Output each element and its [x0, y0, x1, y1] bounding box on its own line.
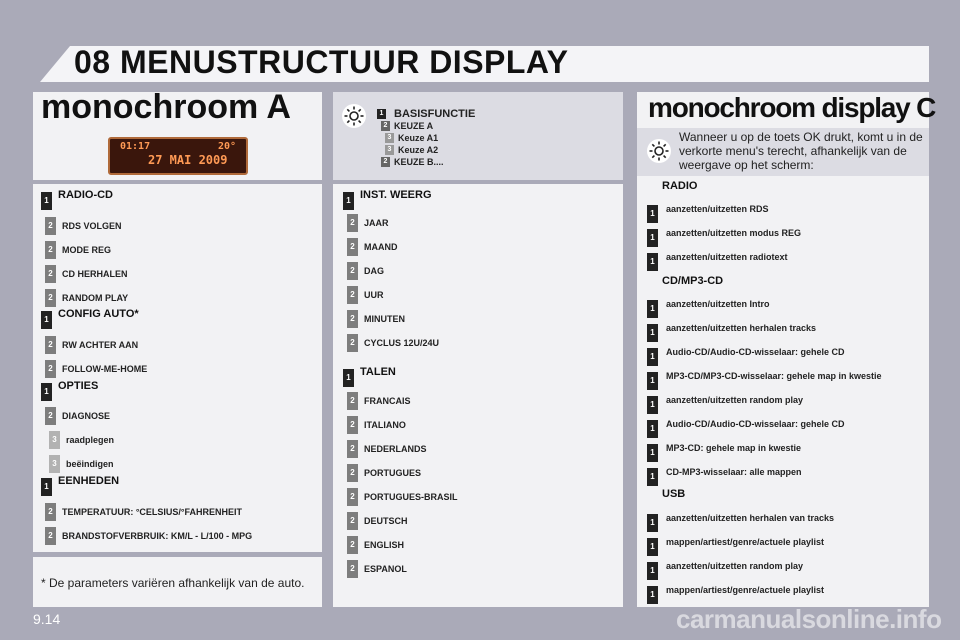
lcd-time: 01:17 — [120, 141, 151, 152]
menu-item-label: raadplegen — [66, 435, 115, 445]
level-badge: 1 — [343, 192, 354, 210]
lcd-temp: 20° — [218, 141, 237, 152]
level-badge: 2 — [347, 286, 358, 304]
level-badge: 2 — [347, 560, 358, 578]
level-badge: 2 — [45, 336, 56, 354]
level-badge: 2 — [347, 392, 358, 410]
menu-item — [347, 310, 405, 328]
menu-item — [647, 444, 801, 462]
menu-item-label: RW ACHTER AAN — [62, 340, 139, 350]
menu-item-label: MINUTEN — [364, 314, 405, 324]
legend-item-label: Keuze A1 — [398, 133, 439, 143]
menu-item — [647, 586, 824, 604]
page-title: 08 MENUSTRUCTUUR DISPLAY — [74, 44, 569, 80]
legend-item-label: BASISFUNCTIE — [394, 108, 476, 120]
menu-item — [347, 286, 384, 304]
menu-item-label: JAAR — [364, 218, 389, 228]
menu-item — [647, 396, 803, 414]
section-heading: USB — [662, 488, 686, 500]
menu-item — [647, 468, 802, 486]
level-badge: 1 — [647, 468, 658, 486]
level-badge: 1 — [647, 396, 658, 414]
level-badge: 1 — [647, 300, 658, 318]
menu-item — [647, 324, 816, 342]
menu-item-label: EENHEDEN — [58, 475, 120, 487]
level-badge: 3 — [49, 431, 60, 449]
menu-item — [45, 336, 138, 354]
level-badge: 1 — [343, 369, 354, 387]
menu-item — [45, 503, 242, 521]
menu-item-label: aanzetten/uitzetten herhalen tracks — [666, 323, 817, 333]
level-badge: 1 — [41, 383, 52, 401]
menu-item-label: beëindigen — [66, 459, 114, 469]
watermark: carmanualsonline.info — [676, 604, 942, 634]
menu-item-label: INST. WEERG — [360, 189, 432, 201]
legend-item — [377, 108, 475, 120]
level-badge: 1 — [647, 253, 658, 271]
menu-item-label: aanzetten/uitzetten RDS — [666, 204, 769, 214]
menu-item — [41, 380, 99, 401]
menu-item — [45, 407, 110, 425]
menu-item — [343, 189, 432, 210]
menu-item — [347, 238, 398, 256]
menu-item — [647, 229, 801, 247]
level-badge: 2 — [45, 503, 56, 521]
level-badge: 2 — [45, 265, 56, 283]
legend-item — [385, 133, 438, 143]
menu-item-label: DIAGNOSE — [62, 411, 111, 421]
menu-item-label: PORTUGUES — [364, 468, 422, 478]
menu-item — [45, 217, 122, 235]
level-badge: 1 — [647, 229, 658, 247]
menu-item-label: Audio-CD/Audio-CD-wisselaar: gehele CD — [666, 347, 845, 357]
menu-item — [347, 488, 458, 506]
menu-item — [41, 308, 139, 329]
menu-item-label: FOLLOW-ME-HOME — [62, 364, 148, 374]
level-badge: 2 — [347, 488, 358, 506]
section-heading: CD/MP3-CD — [662, 275, 724, 287]
menu-item-label: BRANDSTOFVERBRUIK: KM/L - L/100 - MPG — [62, 531, 253, 541]
menu-item-label: ESPANOL — [364, 564, 407, 574]
legend-item — [381, 157, 444, 167]
level-badge: 2 — [347, 214, 358, 232]
menu-item-label: aanzetten/uitzetten random play — [666, 561, 804, 571]
menu-item — [45, 289, 128, 307]
menu-item-label: aanzetten/uitzetten modus REG — [666, 228, 802, 238]
level-badge: 2 — [381, 157, 390, 167]
right-title: monochroom display C — [648, 92, 936, 123]
level-badge: 1 — [647, 586, 658, 604]
level-badge: 2 — [347, 440, 358, 458]
menu-item — [347, 334, 439, 352]
menu-item — [45, 527, 252, 545]
level-badge: 2 — [347, 416, 358, 434]
level-badge: 2 — [45, 407, 56, 425]
menu-item — [49, 431, 114, 449]
lcd-date: 27 MAI 2009 — [148, 153, 228, 167]
legend-item-label: KEUZE A — [394, 121, 434, 131]
menu-item-label: PORTUGUES-BRASIL — [364, 492, 458, 502]
menu-item-label: NEDERLANDS — [364, 444, 427, 454]
level-badge: 2 — [347, 464, 358, 482]
menu-item-label: MAAND — [364, 242, 398, 252]
level-badge: 2 — [347, 334, 358, 352]
level-badge: 1 — [647, 372, 658, 390]
menu-item-label: ITALIANO — [364, 420, 406, 430]
legend-item — [385, 145, 438, 155]
menu-item — [647, 372, 882, 390]
level-badge: 2 — [45, 360, 56, 378]
menu-item — [347, 262, 384, 280]
menu-item — [347, 512, 408, 530]
right-intro: Wanneer u op de toets OK drukt, komt u in de verkorte menu's terecht, afhankelijk van de weergave op het scherm: — [679, 130, 923, 172]
menu-item — [41, 189, 113, 210]
menu-item — [647, 420, 845, 438]
menu-item — [647, 538, 824, 556]
menu-item — [45, 241, 111, 259]
level-badge: 1 — [647, 420, 658, 438]
level-badge: 1 — [41, 192, 52, 210]
page-number: 9.14 — [33, 611, 61, 627]
menu-item — [45, 265, 128, 283]
menu-item — [347, 416, 406, 434]
level-badge: 1 — [647, 514, 658, 532]
menu-item-label: mappen/artiest/genre/actuele playlist — [666, 537, 825, 547]
menu-item-label: DEUTSCH — [364, 516, 408, 526]
level-badge: 1 — [647, 538, 658, 556]
menu-item-label: RANDOM PLAY — [62, 293, 129, 303]
menu-item — [343, 366, 396, 387]
menu-item — [347, 214, 389, 232]
menu-item — [347, 560, 407, 578]
level-badge: 2 — [45, 527, 56, 545]
menu-item-label: UUR — [364, 290, 384, 300]
level-badge: 2 — [45, 217, 56, 235]
level-badge: 2 — [45, 241, 56, 259]
menu-item-label: CD HERHALEN — [62, 269, 128, 279]
menu-item — [347, 392, 411, 410]
footnote: * De parameters variëren afhankelijk van de auto. — [41, 576, 305, 590]
menu-item-label: aanzetten/uitzetten radiotext — [666, 252, 788, 262]
level-badge: 2 — [347, 238, 358, 256]
menu-item — [41, 475, 120, 496]
level-badge: 1 — [647, 205, 658, 223]
menu-item-label: CD-MP3-wisselaar: alle mappen — [666, 467, 802, 477]
level-badge: 1 — [647, 444, 658, 462]
menu-item-label: OPTIES — [58, 380, 99, 392]
menu-item — [49, 455, 114, 473]
legend-panel — [333, 92, 623, 180]
legend-item-label: Keuze A2 — [398, 145, 439, 155]
menu-item-label: MP3-CD: gehele map in kwestie — [666, 443, 802, 453]
menu-item — [647, 562, 803, 580]
menu-item-label: MODE REG — [62, 245, 112, 255]
level-badge: 1 — [41, 311, 52, 329]
menu-item-label: RADIO-CD — [58, 189, 113, 201]
menu-item-label: DAG — [364, 266, 384, 276]
level-badge: 2 — [347, 536, 358, 554]
menu-item-label: TEMPERATUUR: °CELSIUS/°FAHRENHEIT — [62, 507, 243, 517]
menu-item-label: FRANCAIS — [364, 396, 411, 406]
menu-item-label: CONFIG AUTO* — [58, 308, 139, 320]
level-badge: 3 — [49, 455, 60, 473]
menu-item-label: CYCLUS 12U/24U — [364, 338, 440, 348]
menu-item — [347, 464, 421, 482]
left-title: monochroom A — [41, 88, 291, 126]
menu-item-label: MP3-CD/MP3-CD-wisselaar: gehele map in kwestie — [666, 371, 882, 381]
menu-item — [647, 253, 788, 271]
level-badge: 3 — [385, 133, 394, 143]
legend-item — [381, 121, 433, 131]
light-icon-right — [646, 138, 672, 164]
menu-item — [647, 514, 834, 532]
level-badge: 1 — [377, 109, 386, 119]
level-badge: 2 — [381, 121, 390, 131]
menu-item-label: mappen/artiest/genre/actuele playlist — [666, 585, 825, 595]
lcd-display — [108, 137, 248, 175]
level-badge: 1 — [647, 324, 658, 342]
menu-item — [45, 360, 147, 378]
menu-item-label: aanzetten/uitzetten herhalen van tracks — [666, 513, 835, 523]
level-badge: 1 — [41, 478, 52, 496]
menu-item-label: Audio-CD/Audio-CD-wisselaar: gehele CD — [666, 419, 845, 429]
level-badge: 1 — [647, 562, 658, 580]
light-icon — [341, 103, 367, 129]
section-heading: RADIO — [662, 180, 698, 192]
menu-item — [347, 440, 427, 458]
menu-item — [647, 300, 770, 318]
menu-item — [647, 205, 769, 223]
level-badge: 1 — [647, 348, 658, 366]
level-badge: 2 — [347, 262, 358, 280]
menu-item-label: ENGLISH — [364, 540, 405, 550]
level-badge: 2 — [45, 289, 56, 307]
menu-item-label: RDS VOLGEN — [62, 221, 122, 231]
menu-item-label: aanzetten/uitzetten Intro — [666, 299, 770, 309]
level-badge: 2 — [347, 310, 358, 328]
menu-item — [647, 348, 845, 366]
menu-item-label: aanzetten/uitzetten random play — [666, 395, 804, 405]
menu-item-label: TALEN — [360, 366, 396, 378]
legend-item-label: KEUZE B.... — [394, 157, 444, 167]
level-badge: 3 — [385, 145, 394, 155]
menu-item — [347, 536, 404, 554]
level-badge: 2 — [347, 512, 358, 530]
